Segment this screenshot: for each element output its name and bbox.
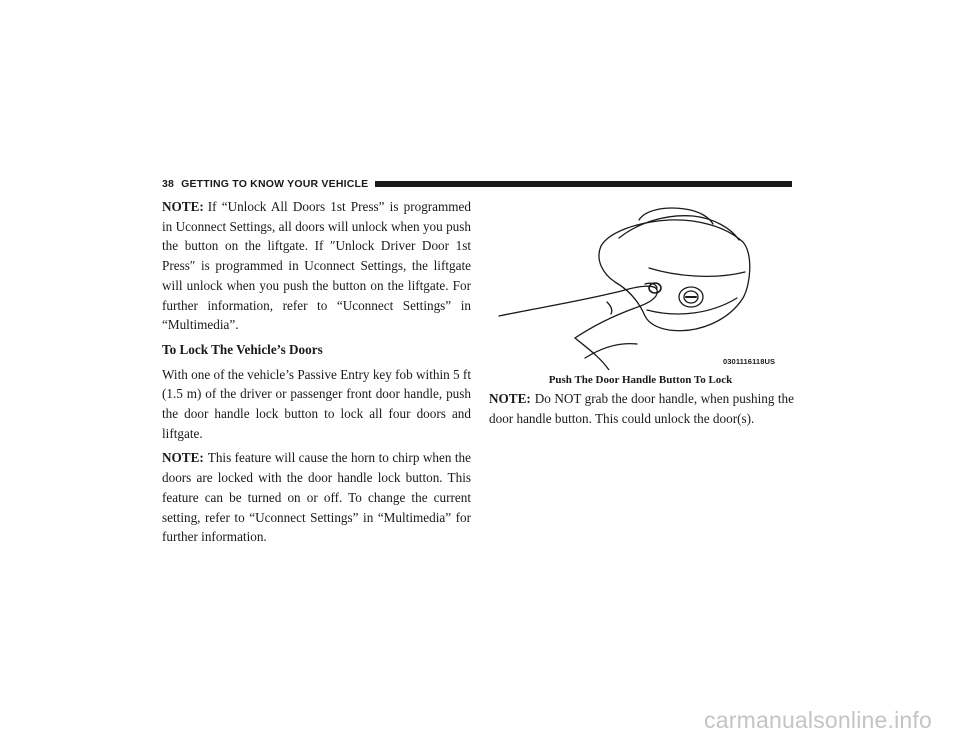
body-paragraph: With one of the vehicle’s Passive Entry key fob within 5 ft (1.5 m) of the driver or passenger front door handle, push the door handle lock button to lock all four doors and liftgate.	[162, 366, 471, 441]
figure-id: 0301116118US	[723, 357, 776, 366]
note-text: This feature will cause the horn to chirp when the doors are locked with the door handle lock button. This feature can be turned on or off. To change the current setting, refer to “Uconnect Settings” in “Multimedia” for further information.	[162, 450, 471, 545]
note-paragraph-3	[489, 389, 794, 428]
note-paragraph-2	[162, 448, 471, 547]
hand-lower-finger	[585, 344, 637, 358]
door-handle-inner-edge	[649, 268, 745, 276]
note-label: NOTE:	[489, 391, 531, 406]
note-text: Do NOT grab the door handle, when pushing the door handle button. This could unlock the door(s).	[489, 391, 794, 426]
watermark: carmanualsonline.info	[704, 707, 932, 733]
subheading: To Lock The Vehicle’s Doors	[162, 341, 323, 357]
page-header	[162, 177, 792, 191]
door-handle-illustration	[489, 198, 792, 370]
finger-icon	[499, 286, 657, 338]
note-label: NOTE:	[162, 199, 204, 214]
section-title: GETTING TO KNOW YOUR VEHICLE	[181, 178, 369, 190]
figure-caption: Push The Door Handle Button To Lock	[548, 374, 733, 386]
left-column	[162, 197, 471, 552]
header-rule	[375, 181, 792, 187]
note-label: NOTE:	[162, 450, 204, 466]
knuckle-line	[607, 302, 612, 314]
page-number: 38	[162, 178, 175, 190]
note-paragraph-1	[162, 197, 471, 335]
right-column	[489, 389, 794, 428]
note-text: If “Unlock All Doors 1st Press” is programmed in Uconnect Settings, all doors will unlock when you push the button on the liftgate. If ″Unlock Driver Door 1st Press″ is programmed in Uconnect Settings, the liftgate will unlock when you push the button on the liftgate. For further information, refer to “Uconnect Settings” in “Multimedia”.	[162, 199, 471, 333]
door-handle-lower-edge	[647, 298, 737, 314]
